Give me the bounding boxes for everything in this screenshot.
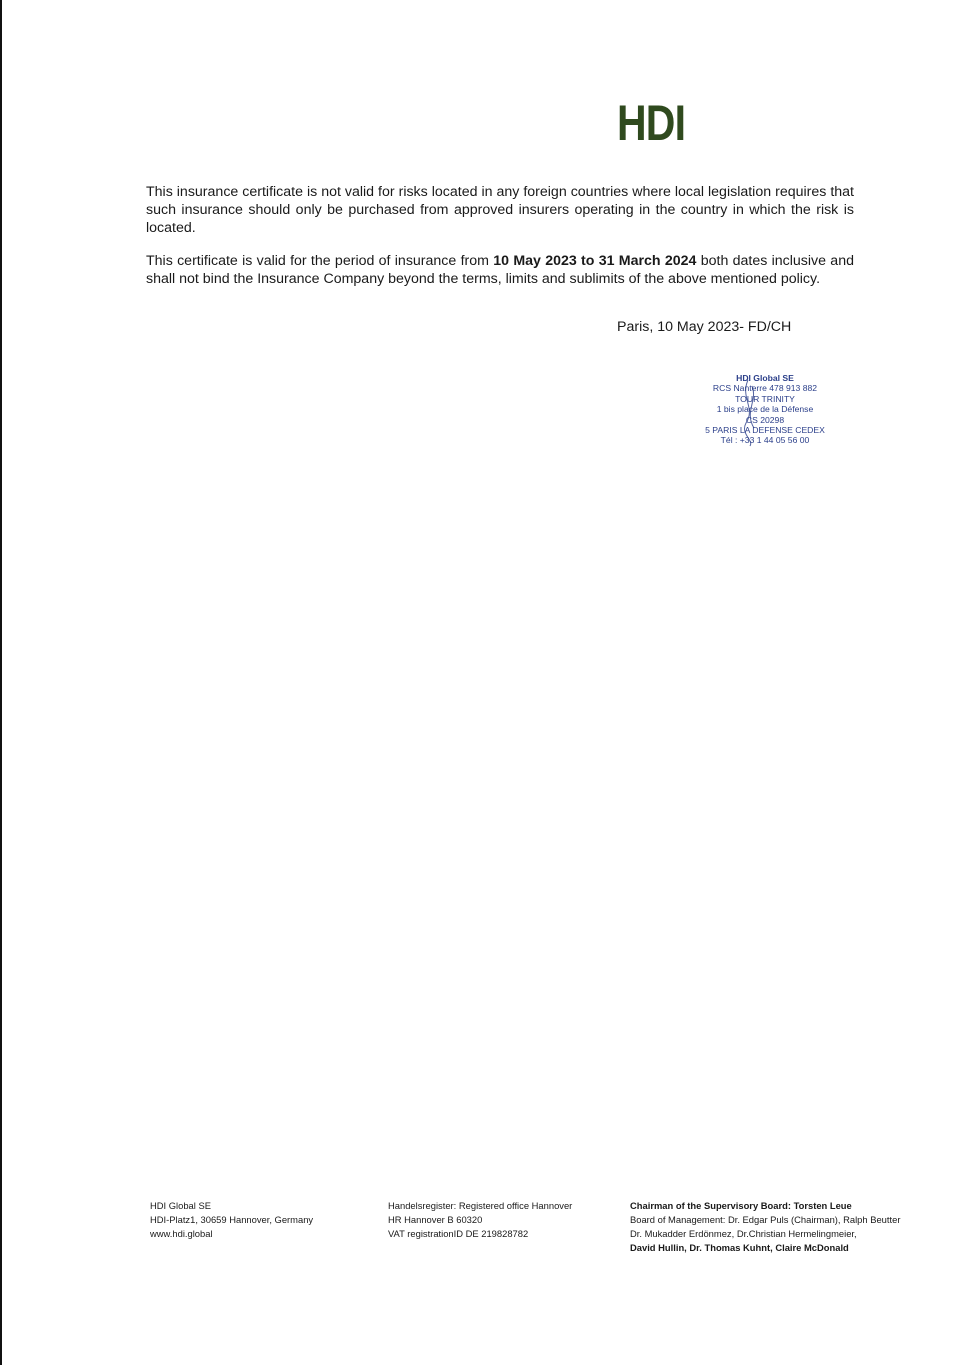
footer-address: HDI-Platz1, 30659 Hannover, Germany xyxy=(150,1214,314,1225)
validity-period-paragraph xyxy=(146,252,854,288)
period-closing-text: both dates inclusive and shall not bind the Insurance Company beyond the terms, limits and sublimits of the above mentioned policy. xyxy=(146,253,854,287)
footer-website: www.hdi.global xyxy=(150,1228,213,1239)
place-and-date: Paris, 10 May 2023- FD/CH xyxy=(617,319,792,335)
stamp-cs: CS 20298 xyxy=(745,414,785,425)
company-stamp xyxy=(690,373,840,446)
footer-management-board-cont: Dr. Mukadder Erdönmez, Dr.Christian Hermelingmeier, xyxy=(630,1228,857,1239)
footer-registration-info xyxy=(388,1199,572,1241)
stamp-rcs-number: RCS Nanterre 478 913 882 xyxy=(712,383,818,394)
footer-supervisory-chairman: Chairman of the Supervisory Board: Torsten Leue xyxy=(630,1200,852,1211)
footer-board-info xyxy=(630,1199,900,1255)
stamp-phone: Tél : +33 1 44 05 56 00 xyxy=(720,435,810,446)
page-left-border xyxy=(0,0,2,1365)
footer-company-info xyxy=(150,1199,313,1241)
footer-management-board-end: David Hullin, Dr. Thomas Kuhnt, Claire McDonald xyxy=(630,1242,849,1253)
stamp-city: 5 PARIS LA DEFENSE CEDEX xyxy=(705,425,825,436)
footer-vat-id: VAT registrationID DE 219828782 xyxy=(388,1228,529,1239)
stamp-building: TOUR TRINITY xyxy=(735,393,795,404)
hdi-logo: HDI xyxy=(617,95,686,151)
footer-register: Handelsregister: Registered office Hannover xyxy=(388,1200,573,1211)
stamp-company-name: HDI Global SE xyxy=(736,373,794,383)
period-intro-text: This certificate is valid for the period of insurance from xyxy=(146,253,494,269)
insurance-period-dates: 10 May 2023 to 31 March 2024 xyxy=(493,253,697,269)
footer-management-board: Board of Management: Dr. Edgar Puls (Chairman), Ralph Beutter xyxy=(630,1214,901,1225)
footer-company-name: HDI Global SE xyxy=(150,1200,211,1211)
handwritten-signature xyxy=(730,378,770,448)
footer-hr-number: HR Hannover B 60320 xyxy=(388,1214,483,1225)
validity-restriction-paragraph: This insurance certificate is not valid for risks located in any foreign countries where local legislation requires that such insurance should only be purchased from approved insurers operating in the country in which the risk is located. xyxy=(146,184,854,236)
stamp-street: 1 bis place de la Défense xyxy=(716,404,814,415)
